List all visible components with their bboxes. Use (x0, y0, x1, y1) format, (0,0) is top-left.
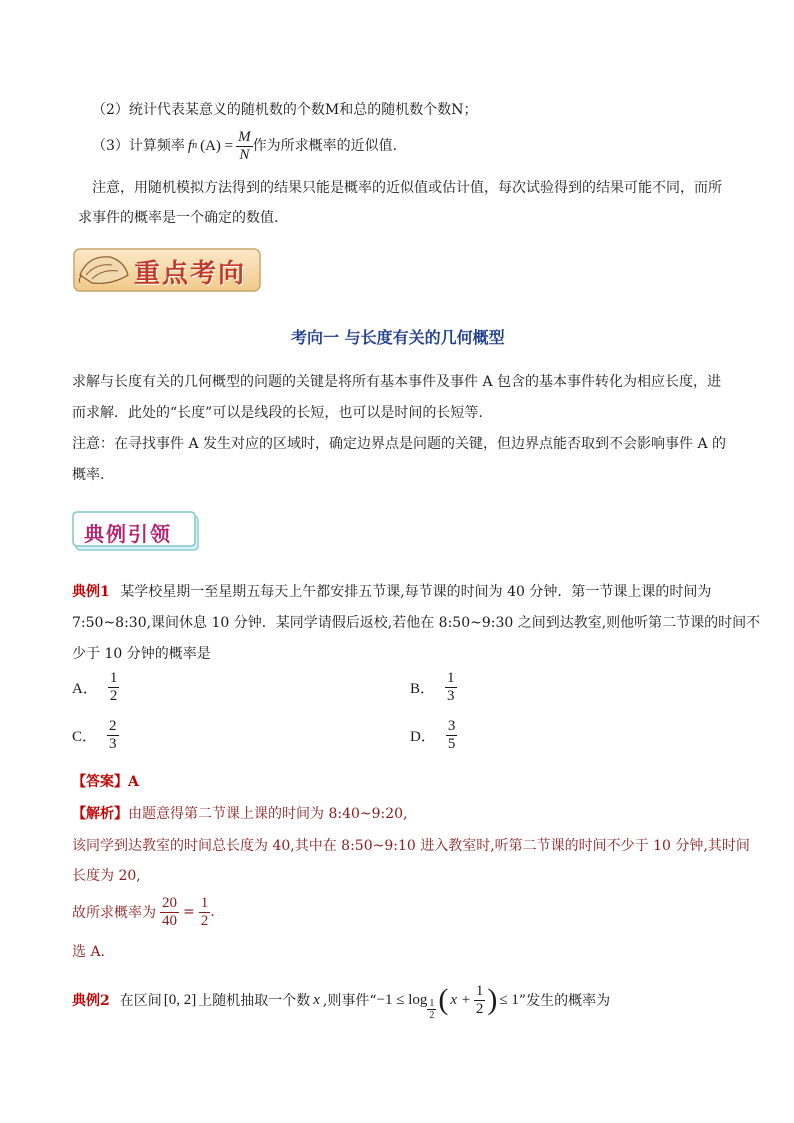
option-b-den: 3 (447, 688, 455, 704)
option-c[interactable] (72, 718, 119, 753)
example-2-interval: [0, 2] (163, 991, 197, 1008)
option-d[interactable] (410, 718, 457, 753)
analysis-line4 (72, 892, 215, 932)
option-a-fraction (108, 670, 120, 705)
answer (72, 772, 139, 792)
step-3-sub: n (192, 140, 198, 151)
section-1-title: 考向一 与长度有关的几何概型 (291, 328, 505, 347)
analysis-text1: 由题意得第二节课上课的时间为 8:40~9:20, (128, 806, 408, 822)
example-2-log-base-den: 2 (429, 1009, 435, 1021)
example-1-line1 (72, 582, 711, 602)
analysis-frac2-num: 1 (200, 894, 209, 911)
option-a-den: 2 (109, 688, 118, 704)
analysis-frac1 (160, 895, 179, 930)
section-1-p1-line1: 求解与长度有关的几何概型的问题的关键是将所有基本事件及事件 A 包含的基本事件转化为相应长度，进 (72, 374, 722, 390)
example-2-inner-den: 2 (475, 1000, 484, 1017)
section-1-p1-line2: 而求解．此处的“长度”可以是线段的长短，也可以是时间的长短等. (72, 405, 483, 421)
analysis-line4-prefix: 故所求概率为 (72, 905, 156, 921)
step-3-den: N (239, 146, 250, 163)
option-b-letter: B． (410, 681, 436, 697)
option-c-fraction (107, 718, 119, 753)
example-2-ineq-left: −1 ≤ log (376, 991, 428, 1008)
step-3-prefix: （3）计算频率 (92, 138, 185, 154)
answer-value: A (128, 774, 139, 790)
analysis-eq: = (183, 904, 195, 920)
example-1-line3: 少于 10 分钟的概率是 (72, 646, 211, 662)
option-a[interactable] (72, 670, 119, 705)
section-1-p2-line1: 注意：在寻找事件 A 发生对应的区域时，确定边界点是问题的关键，但边界点能否取到不会影响事件 A 的 (72, 436, 727, 452)
analysis-end: . (210, 904, 215, 920)
example-2-log-base (427, 998, 436, 1021)
step-3-num: M (238, 128, 251, 145)
step-3 (92, 126, 397, 166)
analysis-line1 (72, 804, 408, 824)
step-3-arg: (A) = (200, 138, 234, 154)
option-d-letter: D． (410, 729, 436, 745)
option-c-letter: C． (72, 729, 98, 745)
analysis-frac1-num: 20 (162, 894, 177, 911)
focus-banner-title: 重点考向 (134, 259, 247, 289)
analysis-line3: 长度为 20, (72, 868, 141, 884)
example-2-var: x (313, 991, 320, 1008)
example-2-prefix: 在区间 (119, 993, 162, 1009)
step-2: （2）统计代表某意义的随机数的个数M和总的随机数个数N； (92, 102, 478, 118)
example-2-inner-num: 1 (475, 982, 484, 999)
analysis-frac2-den: 2 (200, 912, 209, 929)
example-2-paren-close: ) (487, 983, 498, 1016)
example-2 (72, 978, 610, 1022)
example-2-x-plus: x + (450, 991, 471, 1008)
example-2-inner-frac (474, 983, 486, 1018)
example-1-text1: 某学校星期一至星期五每天上午都安排五节课,每节课的时间为 40 分钟．第一节课上课的时间为 (120, 584, 712, 600)
option-b-fraction (445, 670, 457, 705)
example-2-mid2: ,则事件“ (322, 993, 377, 1009)
step-3-func: f (187, 138, 193, 154)
example-2-label: 典例2 (72, 993, 110, 1009)
analysis-frac1-den: 40 (162, 912, 177, 929)
analysis-choice: 选 A． (72, 944, 115, 960)
option-b[interactable] (410, 670, 457, 705)
option-c-num: 2 (109, 718, 117, 734)
option-c-den: 3 (109, 736, 117, 752)
option-a-num: 1 (109, 670, 118, 686)
answer-label: 【答案】 (72, 774, 128, 790)
example-2-ineq-right: ≤ 1 (499, 991, 519, 1008)
section-1-p2-line2: 概率. (72, 467, 105, 483)
example-2-suffix: ”发生的概率为 (518, 993, 611, 1009)
step-3-fraction (236, 129, 253, 164)
analysis-label: 【解析】 (72, 806, 128, 822)
examples-banner-title: 典例引领 (84, 522, 172, 546)
option-d-den: 5 (447, 736, 456, 752)
note-1-line1: 注意，用随机模拟方法得到的结果只能是概率的近似值或估计值，每次试验得到的结果可能不同，而所 (92, 180, 722, 196)
examples-banner (72, 510, 202, 554)
option-d-num: 3 (447, 718, 456, 734)
example-2-paren-open: ( (438, 983, 449, 1016)
example-1-line2: 7:50~8:30,课间休息 10 分钟．某同学请假后返校,若他在 8:50~9:30 之间到达教室,则他听第二节课的时间不 (72, 615, 761, 631)
example-1-label: 典例1 (72, 584, 110, 600)
example-2-log-base-num: 1 (429, 997, 435, 1009)
analysis-line2: 该同学到达教室的时间总长度为 40,其中在 8:50~9:10 进入教室时,听第二节课的时间不少于 10 分钟,其时间 (72, 838, 750, 854)
focus-banner (72, 245, 262, 295)
option-b-num: 1 (447, 670, 455, 686)
analysis-frac2 (199, 895, 211, 930)
option-a-letter: A． (72, 681, 98, 697)
step-3-suffix: 作为所求概率的近似值. (252, 138, 398, 154)
example-2-mid: 上随机抽取一个数 (198, 993, 311, 1009)
option-d-fraction (446, 718, 458, 753)
note-1-line2: 求事件的概率是一个确定的数值. (78, 210, 279, 226)
